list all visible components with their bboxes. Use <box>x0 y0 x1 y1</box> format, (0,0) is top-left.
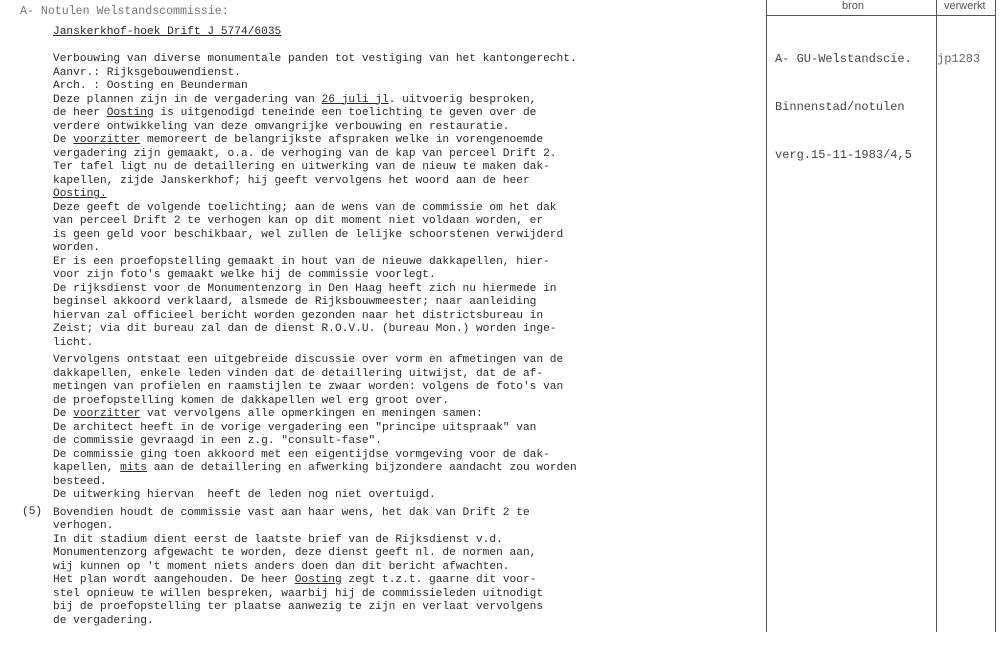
verwerkt-cell: jp1283 <box>937 52 981 66</box>
text-segment: voor zijn foto's gemaakt welke hij de commissie voorlegt. <box>53 269 436 281</box>
text-line <box>53 107 577 121</box>
text-line <box>53 615 577 629</box>
text-line <box>53 269 577 283</box>
underlined-text: voorzitter <box>73 408 141 420</box>
text-line <box>53 80 577 94</box>
text-segment: licht. <box>53 336 94 349</box>
text-segment: de proefopstelling komen de dakkapellen wel erg groot over. <box>53 394 450 407</box>
text-segment: verdere ontwikkeling van deze omvangrijke verbouwing en restauratie. <box>53 120 510 133</box>
text-line <box>53 337 577 351</box>
text-line <box>53 408 577 422</box>
text-line <box>53 381 577 395</box>
underlined-text: Oosting <box>294 574 342 586</box>
text-segment: beginsel akkoord verklaard, alsmede de Rijksbouwmeester; naar aanleiding <box>53 296 537 308</box>
column-header-bron: bron <box>842 0 865 12</box>
text-segment: vergadering zijn gemaakt, o.a. de verhoging van de kap van perceel Drift 2. <box>53 147 557 160</box>
text-line <box>53 462 577 476</box>
text-line <box>53 323 577 337</box>
text-line <box>53 449 577 463</box>
document-heading: A- Notulen Welstandscommissie: <box>20 5 229 18</box>
text-line <box>53 476 577 490</box>
text-segment: wij kunnen op 't moment niets anders doen dan dit bericht afwachten. <box>53 560 510 573</box>
text-line <box>53 534 577 548</box>
column-divider <box>766 0 767 632</box>
text-line <box>53 507 577 521</box>
column-divider <box>936 0 937 632</box>
text-line <box>53 547 577 561</box>
text-segment: de vergadering. <box>53 614 154 627</box>
text-line <box>53 520 577 534</box>
text-segment: kapellen, zijde Janskerkhof; hij geeft vervolgens het woord aan de heer <box>53 174 530 187</box>
text-segment: Er is een proefopstelling gemaakt in hout van de nieuwe dakkapellen, hier- <box>53 255 550 268</box>
text-segment: Deze plannen zijn in de vergadering van <box>53 93 322 106</box>
text-segment: Deze geeft de volgende toelichting; aan de wens van de commissie om het dak <box>53 201 557 214</box>
text-segment: De <box>53 408 74 420</box>
text-segment: van perceel Drift 2 te verhogen kan op dit moment niet voldaan worden, er <box>53 215 544 227</box>
header-divider <box>766 15 996 16</box>
text-segment: vat vervolgens alle opmerkingen en meningen samen: <box>140 408 483 420</box>
text-segment: metingen van profielen en raamstijlen te zwaar worden: volgens de foto's van <box>53 381 564 393</box>
agenda-item-title: Janskerkhof-hoek Drift J 5774/6035 <box>53 26 282 38</box>
text-segment: Zeist; via dit bureau zal dan de dienst R.O.V.U. (bureau Mon.) worden inge- <box>53 323 557 335</box>
minutes-body <box>53 53 577 628</box>
column-divider <box>995 0 996 632</box>
text-line <box>53 215 577 229</box>
text-line <box>53 188 577 202</box>
section-marker: (5) <box>22 506 43 518</box>
text-line <box>53 601 577 615</box>
text-line <box>53 134 577 148</box>
text-segment: worden. <box>53 242 100 254</box>
underlined-text: Oosting. <box>53 188 107 200</box>
text-segment: bij de proefopstelling ter plaatse aanwezig te zijn en verlaat vervolgens <box>53 601 544 613</box>
text-segment: De <box>53 134 74 146</box>
bron-line: A- GU-Welstandscie. <box>775 52 912 66</box>
text-segment: Het plan wordt aangehouden. De heer <box>53 574 295 586</box>
text-segment: is geen geld voor beschikbaar, wel zullen de lelijke schoorstenen verwijderd <box>53 228 564 241</box>
text-line <box>53 53 577 67</box>
text-segment: hiervan zal officieel bericht worden gezonden naar het districtsbureau in <box>53 309 544 322</box>
text-line <box>53 296 577 310</box>
text-line <box>53 368 577 382</box>
text-line <box>53 242 577 256</box>
text-segment: Monumentenzorg afgewacht te worden, deze dienst geeft nl. de normen aan, <box>53 547 537 559</box>
text-segment: In dit stadium dient eerst de laatste brief van de Rijksdienst v.d. <box>53 533 503 546</box>
text-line <box>53 354 577 368</box>
column-header-verwerkt: verwerkt <box>944 0 986 12</box>
text-line <box>53 561 577 575</box>
text-segment: De rijksdienst voor de Monumentenzorg in Den Haag heeft zich nu hiermede in <box>53 282 557 295</box>
text-line <box>53 489 577 503</box>
underlined-text: voorzitter <box>73 134 141 146</box>
text-segment: zegt t.z.t. gaarne dit voor- <box>341 574 537 586</box>
text-segment: Ter tafel ligt nu de detaillering en uitwerking van de nieuw te maken dak- <box>53 161 550 173</box>
text-segment: stel opnieuw te willen bespreken, waarbij hij de commissieleden uitnodigt <box>53 587 544 600</box>
text-line <box>53 161 577 175</box>
text-segment: Bovendien houdt de commissie vast aan haar wens, het dak van Drift 2 te <box>53 506 530 519</box>
text-line <box>53 202 577 216</box>
text-line <box>53 94 577 108</box>
text-segment: is uitgenodigd teneinde een toelichting te geven over de <box>153 107 537 119</box>
text-segment: aan de detaillering en afwerking bijzondere aandacht zou worden <box>147 462 577 474</box>
text-segment: memoreert de belangrijkste afspraken welke in vorengenoemde <box>140 134 544 146</box>
text-line <box>53 67 577 81</box>
text-segment: verhogen. <box>53 520 114 532</box>
text-segment: de commissie gevraagd in een z.g. "consult-fase". <box>53 435 382 447</box>
text-segment: De commissie ging toen akkoord met een eigentijdse vormgeving voor de dak- <box>53 448 550 461</box>
text-line <box>53 395 577 409</box>
text-segment: Verbouwing van diverse monumentale panden tot vestiging van het kantongerecht. <box>53 53 577 65</box>
text-segment: . uitvoerig besproken, <box>388 93 537 106</box>
underlined-text: mits <box>120 462 147 474</box>
text-segment: Aanvr.: Rijksgebouwendienst. <box>53 66 241 79</box>
text-line <box>53 256 577 270</box>
text-line <box>53 283 577 297</box>
underlined-text: Oosting <box>106 107 154 119</box>
text-segment: besteed. <box>53 475 107 488</box>
text-segment: kapellen, <box>53 462 121 474</box>
text-line <box>53 175 577 189</box>
text-segment: de heer <box>53 107 107 119</box>
text-line <box>53 229 577 243</box>
text-segment: Vervolgens ontstaat een uitgebreide discussie over vorm en afmetingen van de <box>53 354 564 366</box>
text-line <box>53 435 577 449</box>
underlined-text: 26 juli jl <box>321 93 389 106</box>
bron-cell <box>775 19 912 179</box>
bron-line: verg.15-11-1983/4,5 <box>775 148 912 162</box>
text-line <box>53 310 577 324</box>
text-segment: dakkapellen, enkele leden vinden dat de detaillering uitwijst, dat de af- <box>53 367 544 380</box>
text-segment: De architect heeft in de vorige vergadering een "principe uitspraak" van <box>53 421 537 434</box>
text-line <box>53 148 577 162</box>
text-line <box>53 574 577 588</box>
text-segment: De uitwerking hiervan heeft de leden nog niet overtuigd. <box>53 489 436 501</box>
text-line <box>53 422 577 436</box>
text-segment: Arch. : Oosting en Beunderman <box>53 80 248 92</box>
text-line <box>53 588 577 602</box>
text-line <box>53 121 577 135</box>
bron-line: Binnenstad/notulen <box>775 100 905 114</box>
